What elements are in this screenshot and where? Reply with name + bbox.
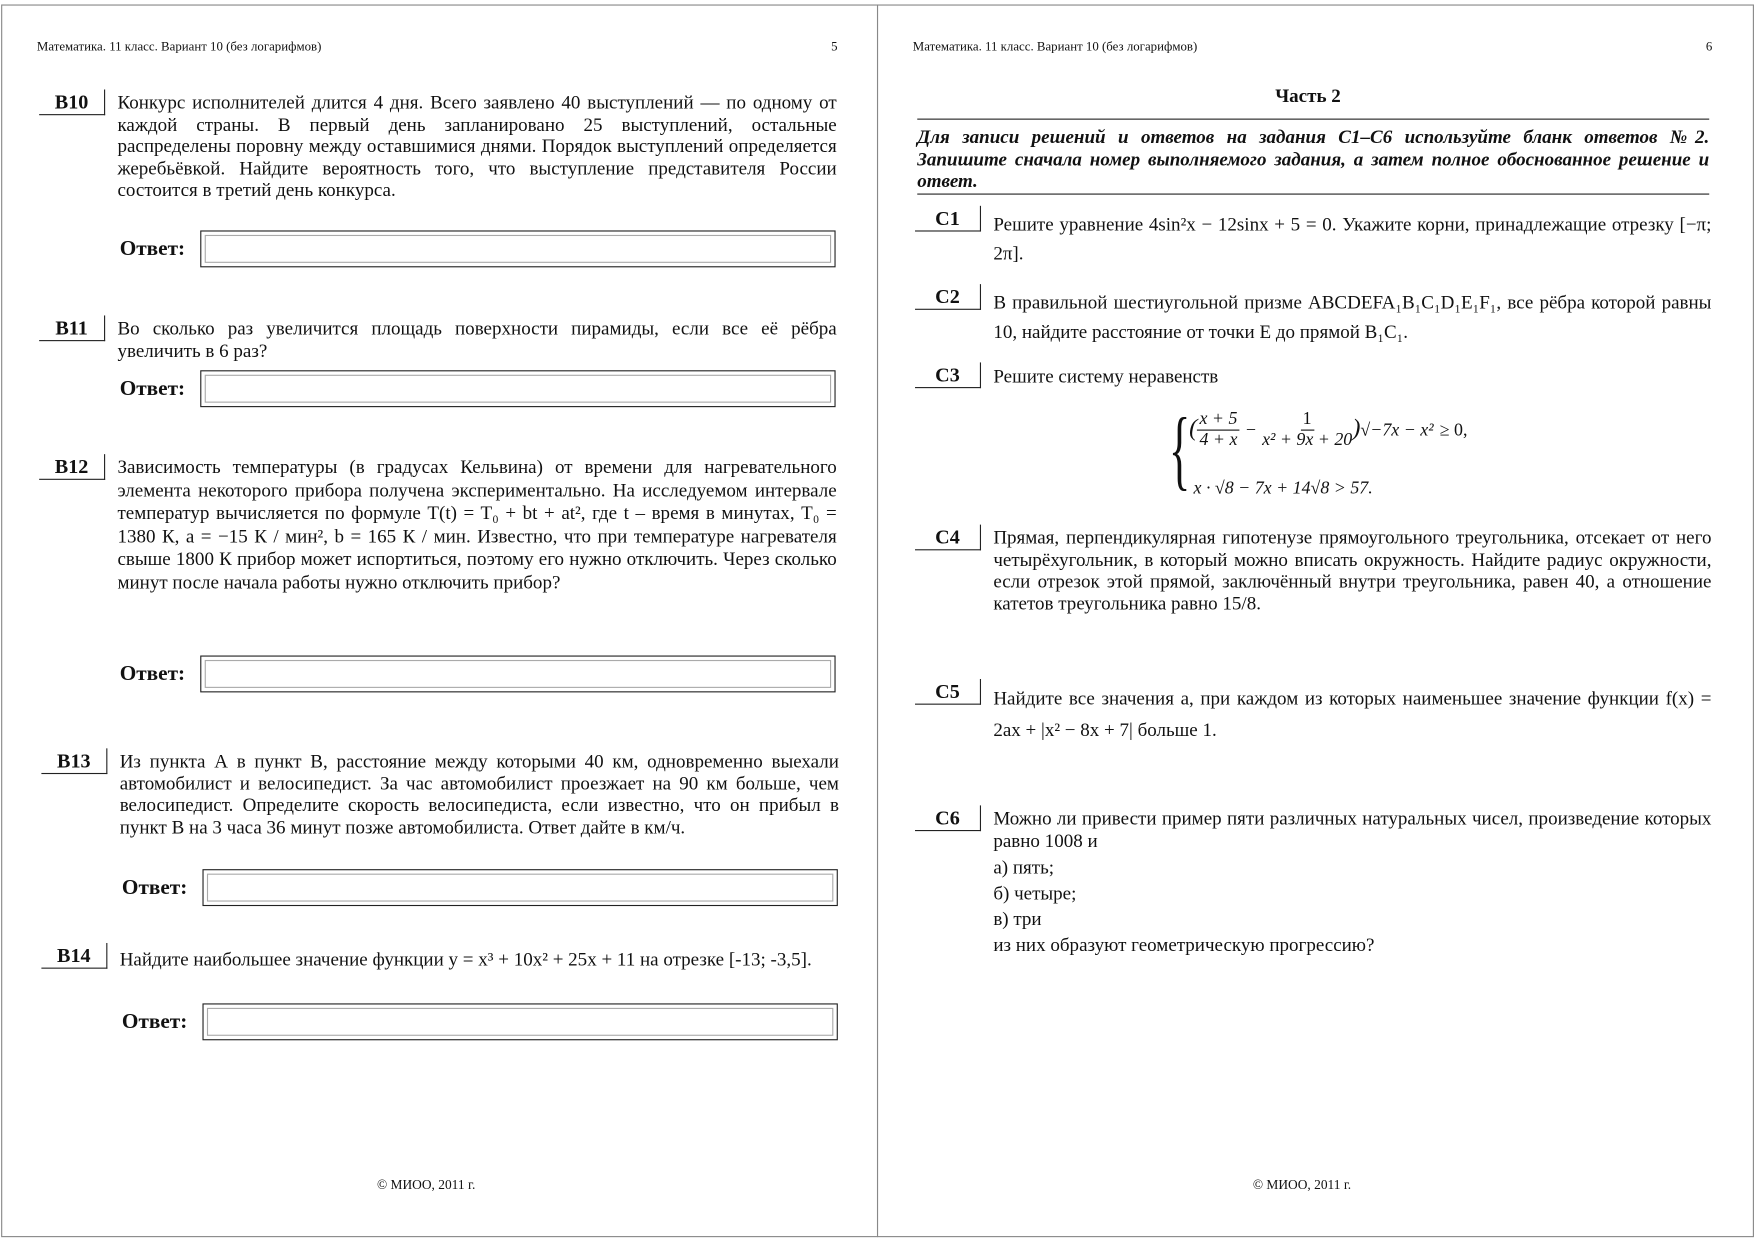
answer-field[interactable] bbox=[200, 230, 835, 267]
header-right: Математика. 11 класс. Вариант 10 (без логарифмов) bbox=[912, 40, 1198, 54]
header-left: Математика. 11 класс. Вариант 10 (без логарифмов) bbox=[36, 40, 322, 54]
task-text: Решите уравнение 4sin²x − 12sinx + 5 = 0. Укажите корни, принадлежащие отрезку [−π; 2π]. bbox=[993, 213, 1712, 264]
footer-left: © МИОО, 2011 г. bbox=[376, 1176, 476, 1193]
part-title: Часть 2 bbox=[1275, 85, 1341, 107]
task-text: Из пункта А в пункт В, расстояние между которыми 40 км, одновременно выехали автомобилист и велосипедист. За час автомобилист проезжает на 90 км больше, чем велосипедист. Определите скорость велосипедиста, если известно, что он прибыл в пункт В на 3 часа 36 минут позже автомобилиста. Ответ дайте в км/ч. bbox=[119, 750, 839, 838]
part-instructions: Для записи решений и ответов на задания С1–С6 используйте бланк ответов №2. Запишите сначала номер выполняемого задания, а затем полное обоснованное решение и ответ. bbox=[917, 126, 1710, 192]
task-label: C2 bbox=[915, 284, 981, 310]
answer-field[interactable] bbox=[200, 370, 835, 407]
task-label: B13 bbox=[41, 748, 107, 774]
fraction-numerator: 1 bbox=[1300, 409, 1313, 430]
answer-field[interactable] bbox=[200, 655, 835, 692]
task-text: Конкурс исполнителей длится 4 дня. Всего заявлено 40 выступлений — по одному от каждой страны. В первый день запланировано 25 выступлений, остальные распределены поровну между оставшимися днями. Порядок выступлений определяется жеребьёвкой. Найдите вероятность того, что выступление представителя России состоится в третий день конкурса. bbox=[117, 91, 837, 201]
system-line-1: ( $\frac{x + 5}{4 + x}$ − $\frac{1}{\text{x² + 9x + 20}}$ )√−7x − x² ≥ 0, bbox=[1189, 409, 1468, 450]
task-text: Найдите наибольшее значение функции y = x³ + 10x² + 25x + 11 на отрезке [-13; -3,5]. bbox=[119, 948, 812, 970]
answer-label: Ответ: bbox=[119, 237, 186, 261]
answer-label: Ответ: bbox=[119, 662, 186, 686]
task-label: C5 bbox=[915, 679, 981, 705]
answer-label: Ответ: bbox=[121, 875, 188, 900]
task-label: B12 bbox=[39, 454, 105, 480]
answer-field[interactable] bbox=[202, 869, 837, 906]
divider bbox=[917, 119, 1709, 120]
relation: ≥ 0, bbox=[1439, 421, 1468, 441]
task-text: Найдите все значения a, при каждом из которых наименьшее значение функции f(x) = 2ax + |x² − 8x + 7| больше 1. bbox=[993, 687, 1712, 741]
option-a: а) пять; bbox=[993, 856, 1055, 879]
divider bbox=[917, 194, 1709, 195]
task-text: Зависимость температуры (в градусах Кельвина) от времени для нагревательного элемента некоторого прибора получена экспериментально. На исследуемом интервале температур вычисляется по формуле T(t) = T₀ + bt + at², где t – время в минутах, T₀ = 1380 К, a = −15 К / мин², b = 165 К / мин. Известно, что при температуре нагревателя свыше 1800 К прибор может испортиться, поэтому его нужно отключить. Через сколько минут после начала работы нужно отключить прибор? bbox=[117, 456, 837, 593]
answer-field[interactable] bbox=[202, 1003, 837, 1040]
task-label: C4 bbox=[915, 525, 981, 551]
task-text: Во сколько раз увеличится площадь поверхности пирамиды, если все её рёбра увеличить в 6 раз? bbox=[117, 317, 837, 361]
footer-right: © МИОО, 2011 г. bbox=[1252, 1176, 1352, 1193]
task-text: Можно ли привести пример пяти различных натуральных чисел, произведение которых равно 1008 и bbox=[993, 807, 1712, 851]
answer-label: Ответ: bbox=[119, 376, 186, 401]
task-label: C3 bbox=[915, 362, 981, 388]
fraction-numerator: x + 5 bbox=[1197, 409, 1239, 430]
task-text: В правильной шестиугольной призме ABCDEFA₁B₁C₁D₁E₁F₁, все рёбра которой равны 10, найдите расстояние от точки E до прямой B₁C₁. bbox=[993, 291, 1712, 343]
task-label: B11 bbox=[39, 315, 105, 341]
task-text: Решите систему неравенств bbox=[993, 365, 1219, 388]
page-number: 6 bbox=[1705, 40, 1713, 54]
task-tail: из них образуют геометрическую прогрессию? bbox=[993, 934, 1375, 956]
answer-label: Ответ: bbox=[121, 1010, 188, 1034]
task-text: Прямая, перпендикулярная гипотенузе прямоугольного треугольника, отсекает от него четырёхугольник, в который можно вписать окружность. Найдите радиус окружности, если отрезок этой прямой, заключённый внутри треугольника, равен 40, а отношение катетов треугольника равно 15/8. bbox=[993, 526, 1712, 614]
task-label: C1 bbox=[915, 206, 981, 232]
fraction-denominator: x² + 9x + 20 bbox=[1262, 430, 1353, 450]
task-label: C6 bbox=[915, 805, 981, 831]
option-c: в) три bbox=[993, 908, 1042, 930]
fraction-denominator: 4 + x bbox=[1199, 430, 1238, 450]
task-label: B14 bbox=[41, 943, 107, 969]
square-root: √−7x − x² bbox=[1360, 421, 1434, 441]
task-label: B10 bbox=[39, 89, 105, 115]
page-number: 5 bbox=[831, 40, 838, 54]
brace: { bbox=[1168, 400, 1191, 499]
system-line-2: x · √8 − 7x + 14√8 > 57. bbox=[1193, 478, 1373, 498]
minus-sign: − bbox=[1245, 421, 1256, 441]
option-b: б) четыре; bbox=[993, 882, 1077, 904]
